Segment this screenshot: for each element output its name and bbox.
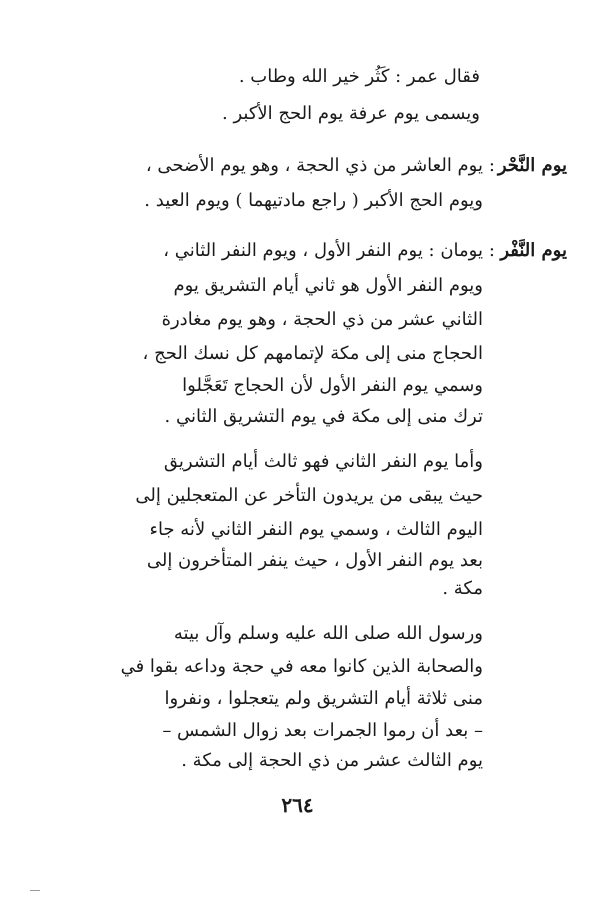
entry-term-nafr: يوم النَّفْر (500, 240, 567, 261)
term-separator: : (488, 155, 495, 176)
entry-line: ترك منى إلى مكة في يوم التشريق الثاني . (164, 406, 483, 427)
paragraph-line: وأما يوم النفر الثاني فهو ثالث أيام التشريق (163, 451, 483, 472)
paragraph-line: منى ثلاثة أيام التشريق ولم يتعجلوا ، ونفروا (164, 688, 483, 709)
paragraph-line: ورسول الله صلى الله عليه وسلم وآل بيته (173, 623, 483, 644)
entry-line: يومان : يوم النفر الأول ، ويوم النفر الثاني ، (163, 240, 483, 261)
entry-line: ويوم النفر الأول هو ثاني أيام التشريق يوم (173, 275, 483, 296)
paragraph-line: حيث يبقى من يريدون التأخر عن المتعجلين إلى (135, 485, 483, 506)
entry-line: ويوم الحج الأكبر ( راجع مادتيهما ) ويوم العيد . (144, 190, 483, 211)
paragraph-line: بعد يوم النفر الأول ، حيث ينفر المتأخرون إلى (146, 550, 483, 571)
entry-line: الثاني عشر من ذي الحجة ، وهو يوم مغادرة (161, 309, 483, 330)
entry-line: الحجاج منى إلى مكة لإتمامهم كل نسك الحج ، (142, 343, 483, 364)
intro-line: ويسمى يوم عرفة يوم الحج الأكبر . (222, 103, 480, 124)
entry-line: يوم العاشر من ذي الحجة ، وهو يوم الأضحى ، (145, 155, 483, 176)
entry-term-nahr: يوم النَّحْر (497, 155, 567, 176)
paragraph-line: – بعد أن رموا الجمرات بعد زوال الشمس – (162, 720, 483, 741)
term-separator: : (488, 240, 495, 261)
page-number: ٢٦٤ (281, 793, 314, 817)
entry-line: وسمي يوم النفر الأول لأن الحجاج تَعَجَّلوا (182, 375, 483, 396)
paragraph-line: مكة . (442, 578, 483, 599)
intro-line: فقال عمر : كَثُر خير الله وطاب . (238, 66, 480, 87)
margin-mark (30, 890, 40, 891)
paragraph-line: يوم الثالث عشر من ذي الحجة إلى مكة . (181, 750, 483, 771)
paragraph-line: والصحابة الذين كانوا معه في حجة وداعه بقوا في (120, 656, 483, 677)
paragraph-line: اليوم الثالث ، وسمي يوم النفر الثاني لأنه جاء (149, 519, 483, 540)
